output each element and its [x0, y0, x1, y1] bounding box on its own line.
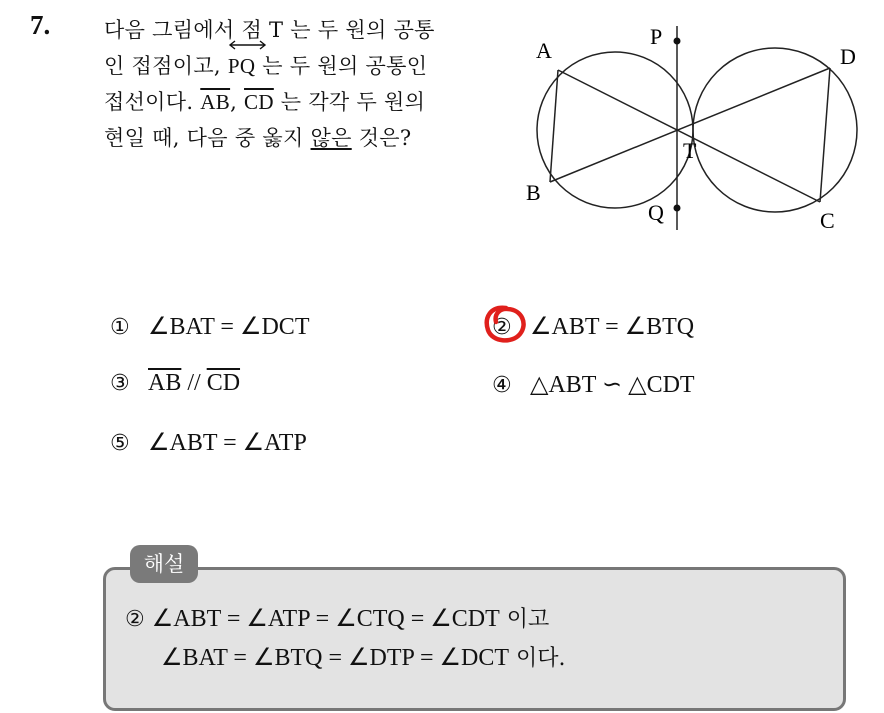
choice-4-expression: △ABT ∽ △CDT — [530, 372, 695, 398]
choice-3-number: ③ — [110, 371, 130, 396]
question-line-4-post: 것은? — [351, 126, 412, 150]
question-line-2-pre: 인 접점이고, — [104, 54, 228, 78]
solution-line-2-tail: 이다. — [509, 646, 566, 671]
choice-3-parallel: // — [181, 370, 207, 396]
choice-5[interactable] — [110, 428, 307, 457]
label-d: D — [840, 44, 856, 69]
label-p: P — [650, 24, 663, 49]
label-t: T — [683, 138, 697, 163]
label-c: C — [820, 208, 835, 233]
choice-3-segment-cd: $\overline{CD}$ — [206, 370, 241, 396]
solution-line-2-expression: ∠BAT = ∠BTQ = ∠DTP = ∠DCT — [161, 645, 510, 671]
answer-circle-mark-icon — [476, 300, 534, 350]
question-number: 7. — [30, 10, 51, 40]
question-line-1: 다음 그림에서 점 T 는 두 원의 공통 — [104, 18, 435, 42]
solution-line-1-expression: ∠ABT = ∠ATP = ∠CTQ = ∠CDT — [151, 606, 500, 632]
geometry-figure — [520, 16, 870, 241]
question-text — [104, 12, 504, 156]
choice-4[interactable] — [492, 370, 695, 399]
line-pq-symbol — [228, 48, 255, 84]
chord-ab — [550, 70, 558, 182]
line-bd — [550, 68, 830, 182]
solution-line-2 — [125, 639, 566, 678]
segment-ab: $\overline{AB}$ — [200, 90, 231, 114]
choice-2-number: ② — [492, 315, 512, 340]
question-line-3-pre: 접선이다. — [104, 90, 201, 114]
line-ac — [558, 70, 820, 202]
question-line-2-post: 는 두 원의 공통인 — [255, 54, 428, 78]
segment-cd: $\overline{CD}$ — [244, 90, 274, 114]
right-circle — [693, 48, 857, 212]
label-b: B — [526, 180, 541, 205]
choice-2[interactable] — [492, 312, 694, 341]
choice-3-segment-ab: $\overline{AB}$ — [148, 370, 182, 396]
choice-4-number: ④ — [492, 373, 512, 398]
question-line-4 — [104, 120, 504, 156]
question-line-3-mid: , — [230, 90, 245, 114]
solution-tag: 해설 — [130, 545, 198, 583]
solution-line-1-tail: 이고 — [499, 607, 550, 632]
underlined-word: 않은 — [310, 126, 352, 150]
double-arrow-icon — [227, 39, 271, 51]
question-line-4-pre: 현일 때, 다음 중 옳지 — [104, 126, 311, 150]
solution-line-1 — [125, 600, 566, 639]
question-line-3 — [104, 84, 504, 120]
choice-5-expression: ∠ABT = ∠ATP — [148, 430, 307, 456]
label-a: A — [536, 38, 552, 63]
question-line-3-post: 는 각각 두 원의 — [273, 90, 426, 114]
point-p — [674, 38, 681, 45]
line-pq-label: PQ — [227, 54, 256, 78]
choice-1-expression: ∠BAT = ∠DCT — [148, 314, 310, 340]
solution-text — [125, 600, 566, 678]
choice-5-number: ⑤ — [110, 431, 130, 456]
question-line-2 — [104, 48, 504, 84]
choice-1-number: ① — [110, 315, 130, 340]
choice-2-expression: ∠ABT = ∠BTQ — [530, 314, 695, 340]
chord-cd — [820, 68, 830, 202]
choice-3[interactable] — [110, 370, 240, 397]
left-circle — [537, 52, 693, 208]
solution-answer-number: ② — [125, 607, 145, 632]
label-q: Q — [648, 200, 664, 225]
point-q — [674, 205, 681, 212]
choice-1[interactable] — [110, 312, 309, 341]
